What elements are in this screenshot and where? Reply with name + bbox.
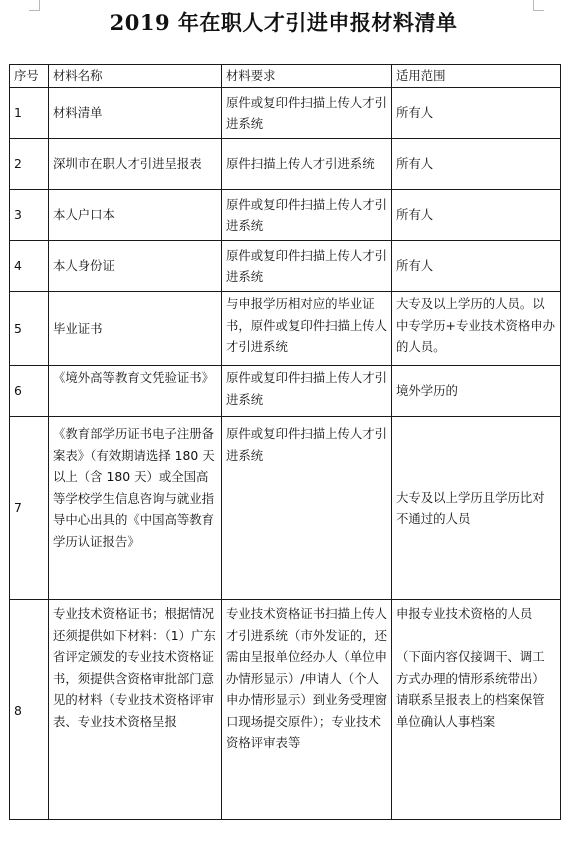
row-scope-line: 请联系呈报表上的档案保管单位确认人事档案 <box>396 692 545 729</box>
row-scope: 境外学历的 <box>392 366 561 417</box>
row-material-name: 本人身份证 <box>49 241 222 292</box>
table-row <box>10 190 561 241</box>
document-title: 2019 年在职人才引进申报材料清单 <box>109 10 458 35</box>
row-no: 1 <box>10 88 49 139</box>
row-scope-spacer <box>396 625 557 647</box>
row-scope: 所有人 <box>392 139 561 190</box>
table-row <box>10 292 561 366</box>
header-no: 序号 <box>10 65 49 88</box>
row-scope-line: （下面内容仅接调干、调工方式办理的情形系统带出） <box>396 649 545 686</box>
row-scope: 大专及以上学历且学历比对不通过的人员 <box>392 417 561 600</box>
row-scope: 所有人 <box>392 190 561 241</box>
row-no: 7 <box>10 417 49 600</box>
row-requirement: 原件或复印件扫描上传人才引进系统 <box>222 190 392 241</box>
materials-table <box>9 64 561 820</box>
row-material-name: 专业技术资格证书；根据情况还须提供如下材料：（1）广东省评定颁发的专业技术资格证书，须提供含资格审批部门意见的材料（专业技术资格评审表、专业技术资格呈报 <box>49 600 222 820</box>
row-scope <box>392 600 561 820</box>
row-no: 3 <box>10 190 49 241</box>
row-no: 8 <box>10 600 49 820</box>
table-row <box>10 417 561 600</box>
row-material-name: 本人户口本 <box>49 190 222 241</box>
row-material-name: 深圳市在职人才引进呈报表 <box>49 139 222 190</box>
row-material-name: 《教育部学历证书电子注册备案表》（有效期请选择 180 天以上（含 180 天）或全国高等学校学生信息咨询与就业指导中心出具的《中国高等教育学历认证报告》 <box>49 417 222 600</box>
header-name: 材料名称 <box>49 65 222 88</box>
table-row <box>10 88 561 139</box>
row-material-name: 毕业证书 <box>49 292 222 366</box>
row-scope: 所有人 <box>392 241 561 292</box>
row-material-name: 《境外高等教育文凭验证书》 <box>49 366 222 417</box>
row-requirement: 原件或复印件扫描上传人才引进系统 <box>222 366 392 417</box>
header-scope: 适用范围 <box>392 65 561 88</box>
table-row <box>10 600 561 820</box>
row-requirement: 原件或复印件扫描上传人才引进系统 <box>222 88 392 139</box>
row-requirement: 专业技术资格证书扫描上传人才引进系统（市外发证的，还需由呈报单位经办人（单位申办情形显示）/申请人（个人申办情形显示）到业务受理窗口现场提交原件）；专业技术资格评审表等 <box>222 600 392 820</box>
row-no: 5 <box>10 292 49 366</box>
row-material-name: 材料清单 <box>49 88 222 139</box>
row-requirement: 原件或复印件扫描上传人才引进系统 <box>222 417 392 600</box>
table-row <box>10 241 561 292</box>
table-header-row <box>10 65 561 88</box>
row-requirement: 原件或复印件扫描上传人才引进系统 <box>222 241 392 292</box>
row-requirement: 原件扫描上传人才引进系统 <box>222 139 392 190</box>
table-row <box>10 366 561 417</box>
row-scope: 所有人 <box>392 88 561 139</box>
row-no: 2 <box>10 139 49 190</box>
row-scope: 大专及以上学历的人员。以中专学历+专业技术资格申办的人员。 <box>392 292 561 366</box>
row-no: 6 <box>10 366 49 417</box>
header-requirement: 材料要求 <box>222 65 392 88</box>
table-row <box>10 139 561 190</box>
row-scope-line: 申报专业技术资格的人员 <box>396 606 533 621</box>
row-requirement: 与申报学历相对应的毕业证书，原件或复印件扫描上传人才引进系统 <box>222 292 392 366</box>
row-no: 4 <box>10 241 49 292</box>
